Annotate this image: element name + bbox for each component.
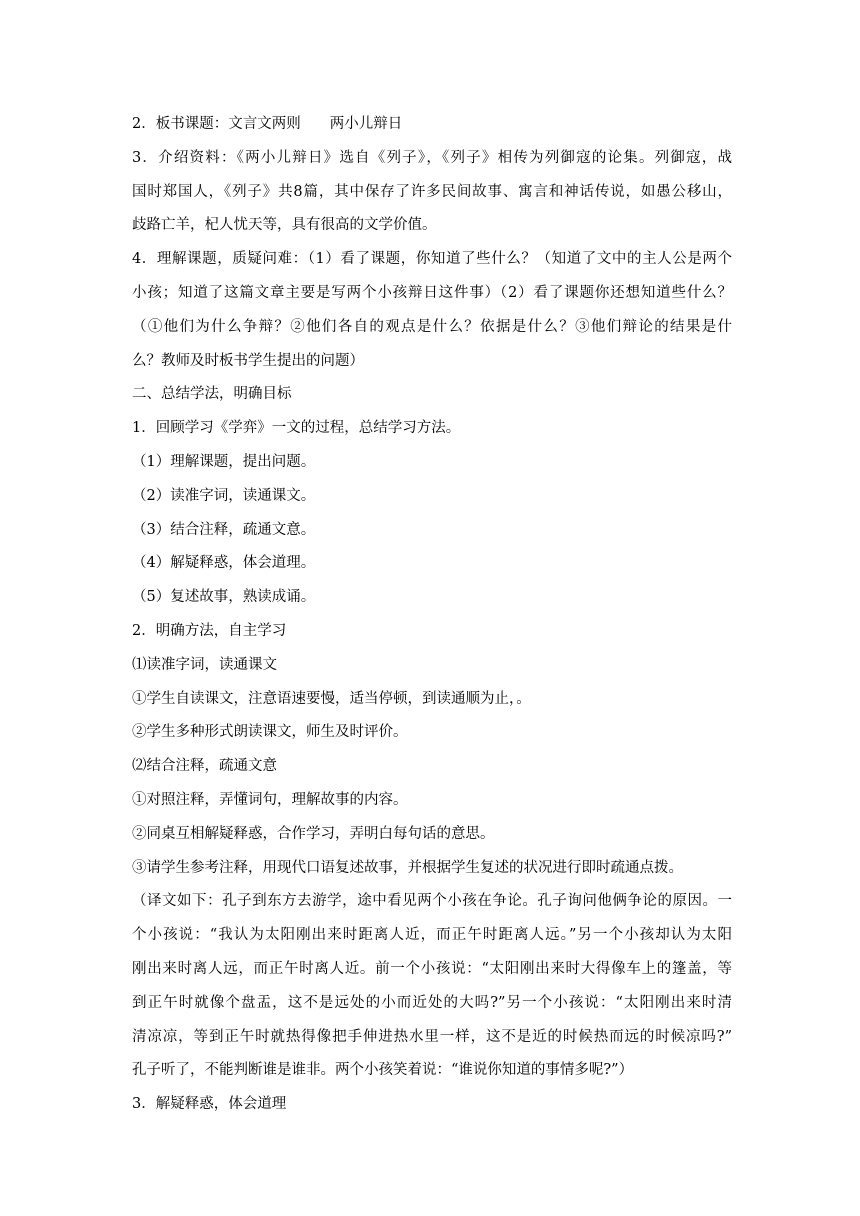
text-line: 3．解疑释惑，体会道理 xyxy=(132,1096,287,1113)
text-line: 2．明确方法，自主学习 xyxy=(132,622,287,639)
translation-line: 清凉凉，等到正午时就热得像把手伸进热水里一样，这不是近的时候热而远的时候凉吗?” xyxy=(132,1028,732,1045)
translation-line: （译文如下：孔子到东方去游学，途中看见两个小孩在争论。孔子询问他俩争论的原因。一 xyxy=(132,893,732,910)
text-line: 3．介绍资料：《两小儿辩日》选自《列子》，《列子》相传为列御寇的论集。列御寇，战 xyxy=(132,149,732,166)
translation-line: 刚出来时离人远，而正午时离人近。前一个小孩说：“太阳刚出来时大得像车上的篷盖，等 xyxy=(132,960,732,977)
text-line: 国时郑国人，《列子》共8篇，其中保存了许多民间故事、寓言和神话传说，如愚公移山， xyxy=(132,183,732,200)
translation-line: 到正午时就像个盘盂，这不是远处的小而近处的大吗?”另一个小孩说：“太阳刚出来时清 xyxy=(132,994,732,1011)
text-line: 1．回顾学习《学弈》一文的过程，总结学习方法。 xyxy=(132,420,461,437)
list-item: ②学生多种形式朗读课文，师生及时评价。 xyxy=(132,724,408,741)
list-item: （5）复述故事，熟读成诵。 xyxy=(132,589,316,606)
list-item: ③请学生参考注释，用现代口语复述故事，并根据学生复述的状况进行即时疏通点拨。 xyxy=(132,859,683,876)
text-line: 么？教师及时板书学生提出的问题） xyxy=(132,352,364,369)
list-item: （4）解疑释惑，体会道理。 xyxy=(132,555,316,572)
sub-heading: ⑵结合注释，疏通文意 xyxy=(132,758,277,775)
list-item: （2）读准字词，读通课文。 xyxy=(132,487,316,504)
section-heading: 二、总结学法，明确目标 xyxy=(132,386,292,403)
text-line: 小孩；知道了这篇文章主要是写两个小孩辩日这件事）（2）看了课题你还想知道些什么？ xyxy=(132,284,732,301)
translation-line: 个小孩说：“我认为太阳刚出来时距离人近，而正午时距离人远。”另一个小孩却认为太阳 xyxy=(132,927,732,944)
list-item: （1）理解课题，提出问题。 xyxy=(132,453,316,470)
text-line: 2．板书课题：文言文两则 两小儿辩日 xyxy=(132,116,403,132)
list-item: ②同桌互相解疑释惑，合作学习，弄明白每句话的意思。 xyxy=(132,825,495,842)
text-line: 4．理解课题，质疑问难：（1）看了课题，你知道了些什么？（知道了文中的主人公是两个 xyxy=(132,251,732,268)
document-body xyxy=(132,108,732,1122)
text-line: （①他们为什么争辩？②他们各自的观点是什么？依据是什么？③他们辩论的结果是什 xyxy=(132,318,732,335)
translation-line: 孔子听了，不能判断谁是谁非。两个小孩笑着说：“谁说你知道的事情多呢?”） xyxy=(132,1062,634,1079)
text-line: 歧路亡羊，杞人忧天等，具有很高的文学价值。 xyxy=(132,217,437,234)
list-item: ①对照注释，弄懂词句，理解故事的内容。 xyxy=(132,791,408,808)
list-item: （3）结合注释，疏通文意。 xyxy=(132,521,316,538)
sub-heading: ⑴读准字词，读通课文 xyxy=(132,656,277,673)
list-item: ①学生自读课文，注意语速要慢，适当停顿，到读通顺为止，。 xyxy=(132,690,531,707)
